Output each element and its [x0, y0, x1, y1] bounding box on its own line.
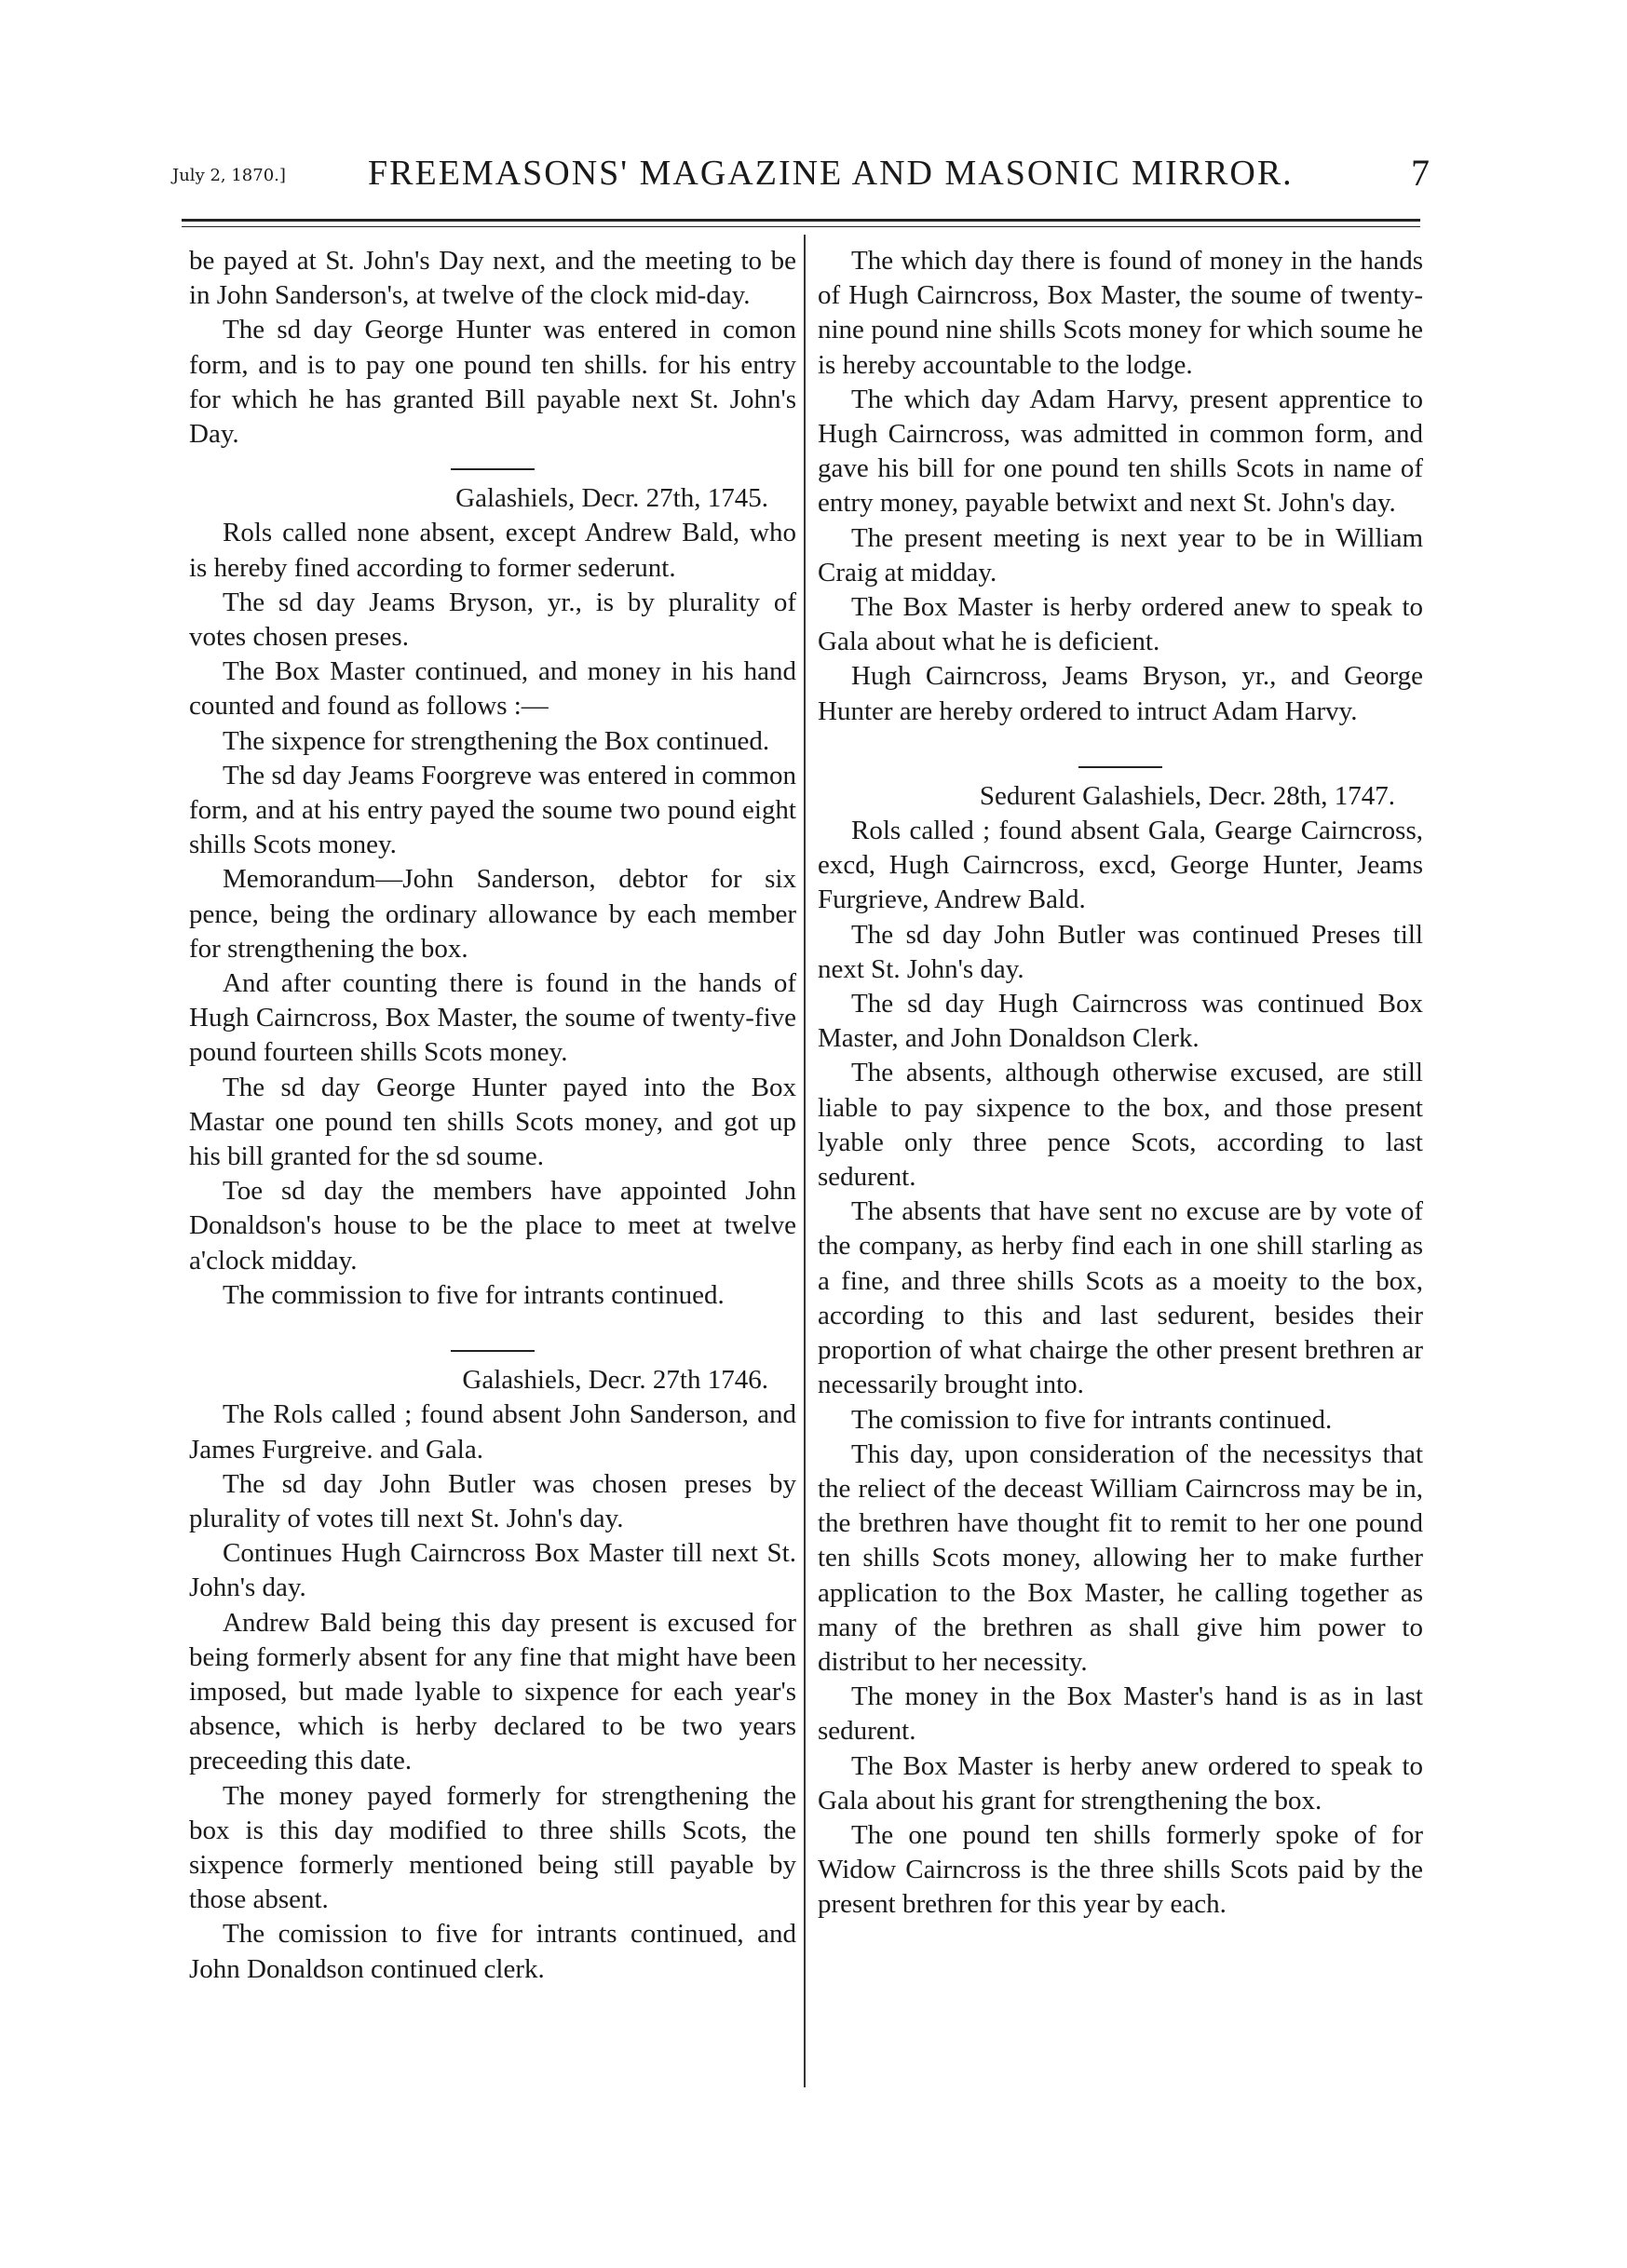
paragraph: The sd day Jeams Bryson, yr., is by plurality of votes chosen preses.: [189, 587, 796, 653]
paragraph: The absents that have sent no excuse are by vote of the company, as herby find each in one shill starling as a fine, and three shills Scots as a moeity to the box, according to this and last sedurent, besides their proportion of what chairge the other present brethren ar necessarily brought into.: [818, 1196, 1423, 1400]
section-heading: Galashiels, Decr. 27th 1746.: [462, 1365, 768, 1396]
section-divider: [451, 468, 535, 470]
publication-title: FREEMASONS' MAGAZINE AND MASONIC MIRROR.: [368, 154, 1294, 193]
paragraph: Hugh Cairncross, Jeams Bryson, yr., and George Hunter are hereby ordered to intruct Adam Harvy.: [818, 661, 1423, 726]
paragraph: The Box Master is herby anew ordered to speak to Gala about his grant for strengthening the box.: [818, 1750, 1423, 1816]
paragraph: This day, upon consideration of the necessitys that the reliect of the deceast William Cairncross may be in, the brethren have thought fit to remit to her one pound ten shills Scots money, allowing her to make further application to the Box Master, he calling together as many of the brethren as shall give him power to distribut to her necessity.: [818, 1438, 1423, 1677]
right-column: [818, 244, 1423, 1923]
paragraph: The comission to five for intrants continued.: [851, 1404, 1333, 1435]
paragraph: Toe sd day the members have appointed John Donaldson's house to be the place to meet at twelve a'clock midday.: [189, 1176, 796, 1276]
header-rule: [182, 219, 1420, 222]
paragraph: The comission to five for intrants continued, and John Donaldson continued clerk.: [189, 1919, 796, 1984]
section-heading: Galashiels, Decr. 27th, 1745.: [455, 483, 768, 514]
paragraph: The present meeting is next year to be in William Craig at midday.: [818, 522, 1423, 587]
paragraph: The Rols called ; found absent John Sanderson, and James Furgreive. and Gala.: [189, 1399, 796, 1465]
paragraph: The Box Master is herby ordered anew to speak to Gala about what he is deficient.: [818, 592, 1423, 657]
paragraph: The which day Adam Harvy, present apprentice to Hugh Cairncross, was admitted in common form, and gave his bill for one pound ten shills Scots in name of entry money, payable betwixt and next St. John's day.: [818, 384, 1423, 519]
paragraph: The Box Master continued, and money in his hand counted and found as follows :—: [189, 656, 796, 722]
issue-date: July 2, 1870.]: [172, 166, 286, 185]
page-number: 7: [1411, 152, 1430, 194]
paragraph: The sd day John Butler was continued Preses till next St. John's day.: [818, 919, 1423, 984]
paragraph: Rols called none absent, except Andrew Bald, who is hereby fined according to former sederunt.: [189, 518, 796, 583]
paragraph: The which day there is found of money in the hands of Hugh Cairncross, Box Master, the soume of twenty-nine pound nine shills Scots money for which soume he is hereby accountable to the lodge.: [818, 246, 1423, 380]
paragraph: Continues Hugh Cairncross Box Master till next St. John's day.: [189, 1538, 796, 1603]
section-heading: Sedurent Galashiels, Decr. 28th, 1747.: [979, 780, 1395, 811]
paragraph: Memorandum—John Sanderson, debtor for six pence, being the ordinary allowance by each member for strengthening the box.: [189, 864, 796, 964]
paragraph: The absents, although otherwise excused, are still liable to pay sixpence to the box, and those present lyable only three pence Scots, according to last sedurent.: [818, 1058, 1423, 1193]
paragraph: The money payed formerly for strengthening the box is this day modified to three shills Scots, the sixpence formerly mentioned being still payable by those absent.: [189, 1780, 796, 1915]
paragraph: The sixpence for strengthening the Box continued.: [223, 725, 770, 756]
section-divider: [1078, 766, 1162, 768]
paragraph: The sd day Hugh Cairncross was continued Box Master, and John Donaldson Clerk.: [818, 989, 1423, 1054]
paragraph: Andrew Bald being this day present is excused for being formerly absent for any fine that might have been imposed, but made lyable to sixpence for each year's absence, which is herby declared to be two years preceeding this date.: [189, 1607, 796, 1776]
paragraph: The commission to five for intrants continued.: [223, 1279, 725, 1310]
section-divider: [451, 1350, 535, 1352]
paragraph: The sd day Jeams Foorgreve was entered in common form, and at his entry payed the soume two pound eight shills Scots money.: [189, 760, 796, 860]
paragraph: Rols called ; found absent Gala, Gearge Cairncross, excd, Hugh Cairncross, excd, George Hunter, Jeams Furgrieve, Andrew Bald.: [818, 816, 1423, 915]
paragraph: The one pound ten shills formerly spoke of for Widow Cairncross is the three shills Scots paid by the present brethren for this year by each.: [818, 1819, 1423, 1920]
left-column: [189, 244, 796, 1987]
paragraph: The money in the Box Master's hand is as in last sedurent.: [818, 1681, 1423, 1747]
page-header: [172, 149, 1430, 205]
header-rule-thin: [182, 226, 1420, 227]
column-divider: [804, 235, 806, 2087]
paragraph: The sd day John Butler was chosen preses by plurality of votes till next St. John's day.: [189, 1468, 796, 1533]
paragraph: The sd day George Hunter was entered in comon form, and is to pay one pound ten shills. for his entry for which he has granted Bill payable next St. John's Day.: [189, 315, 796, 450]
paragraph: The sd day George Hunter payed into the Box Mastar one pound ten shills Scots money, and got up his bill granted for the sd soume.: [189, 1072, 796, 1172]
paragraph: be payed at St. John's Day next, and the meeting to be in John Sanderson's, at twelve of the clock mid-day.: [189, 246, 796, 311]
paragraph: And after counting there is found in the hands of Hugh Cairncross, Box Master, the soume of twenty-five pound fourteen shills Scots money.: [189, 968, 796, 1068]
